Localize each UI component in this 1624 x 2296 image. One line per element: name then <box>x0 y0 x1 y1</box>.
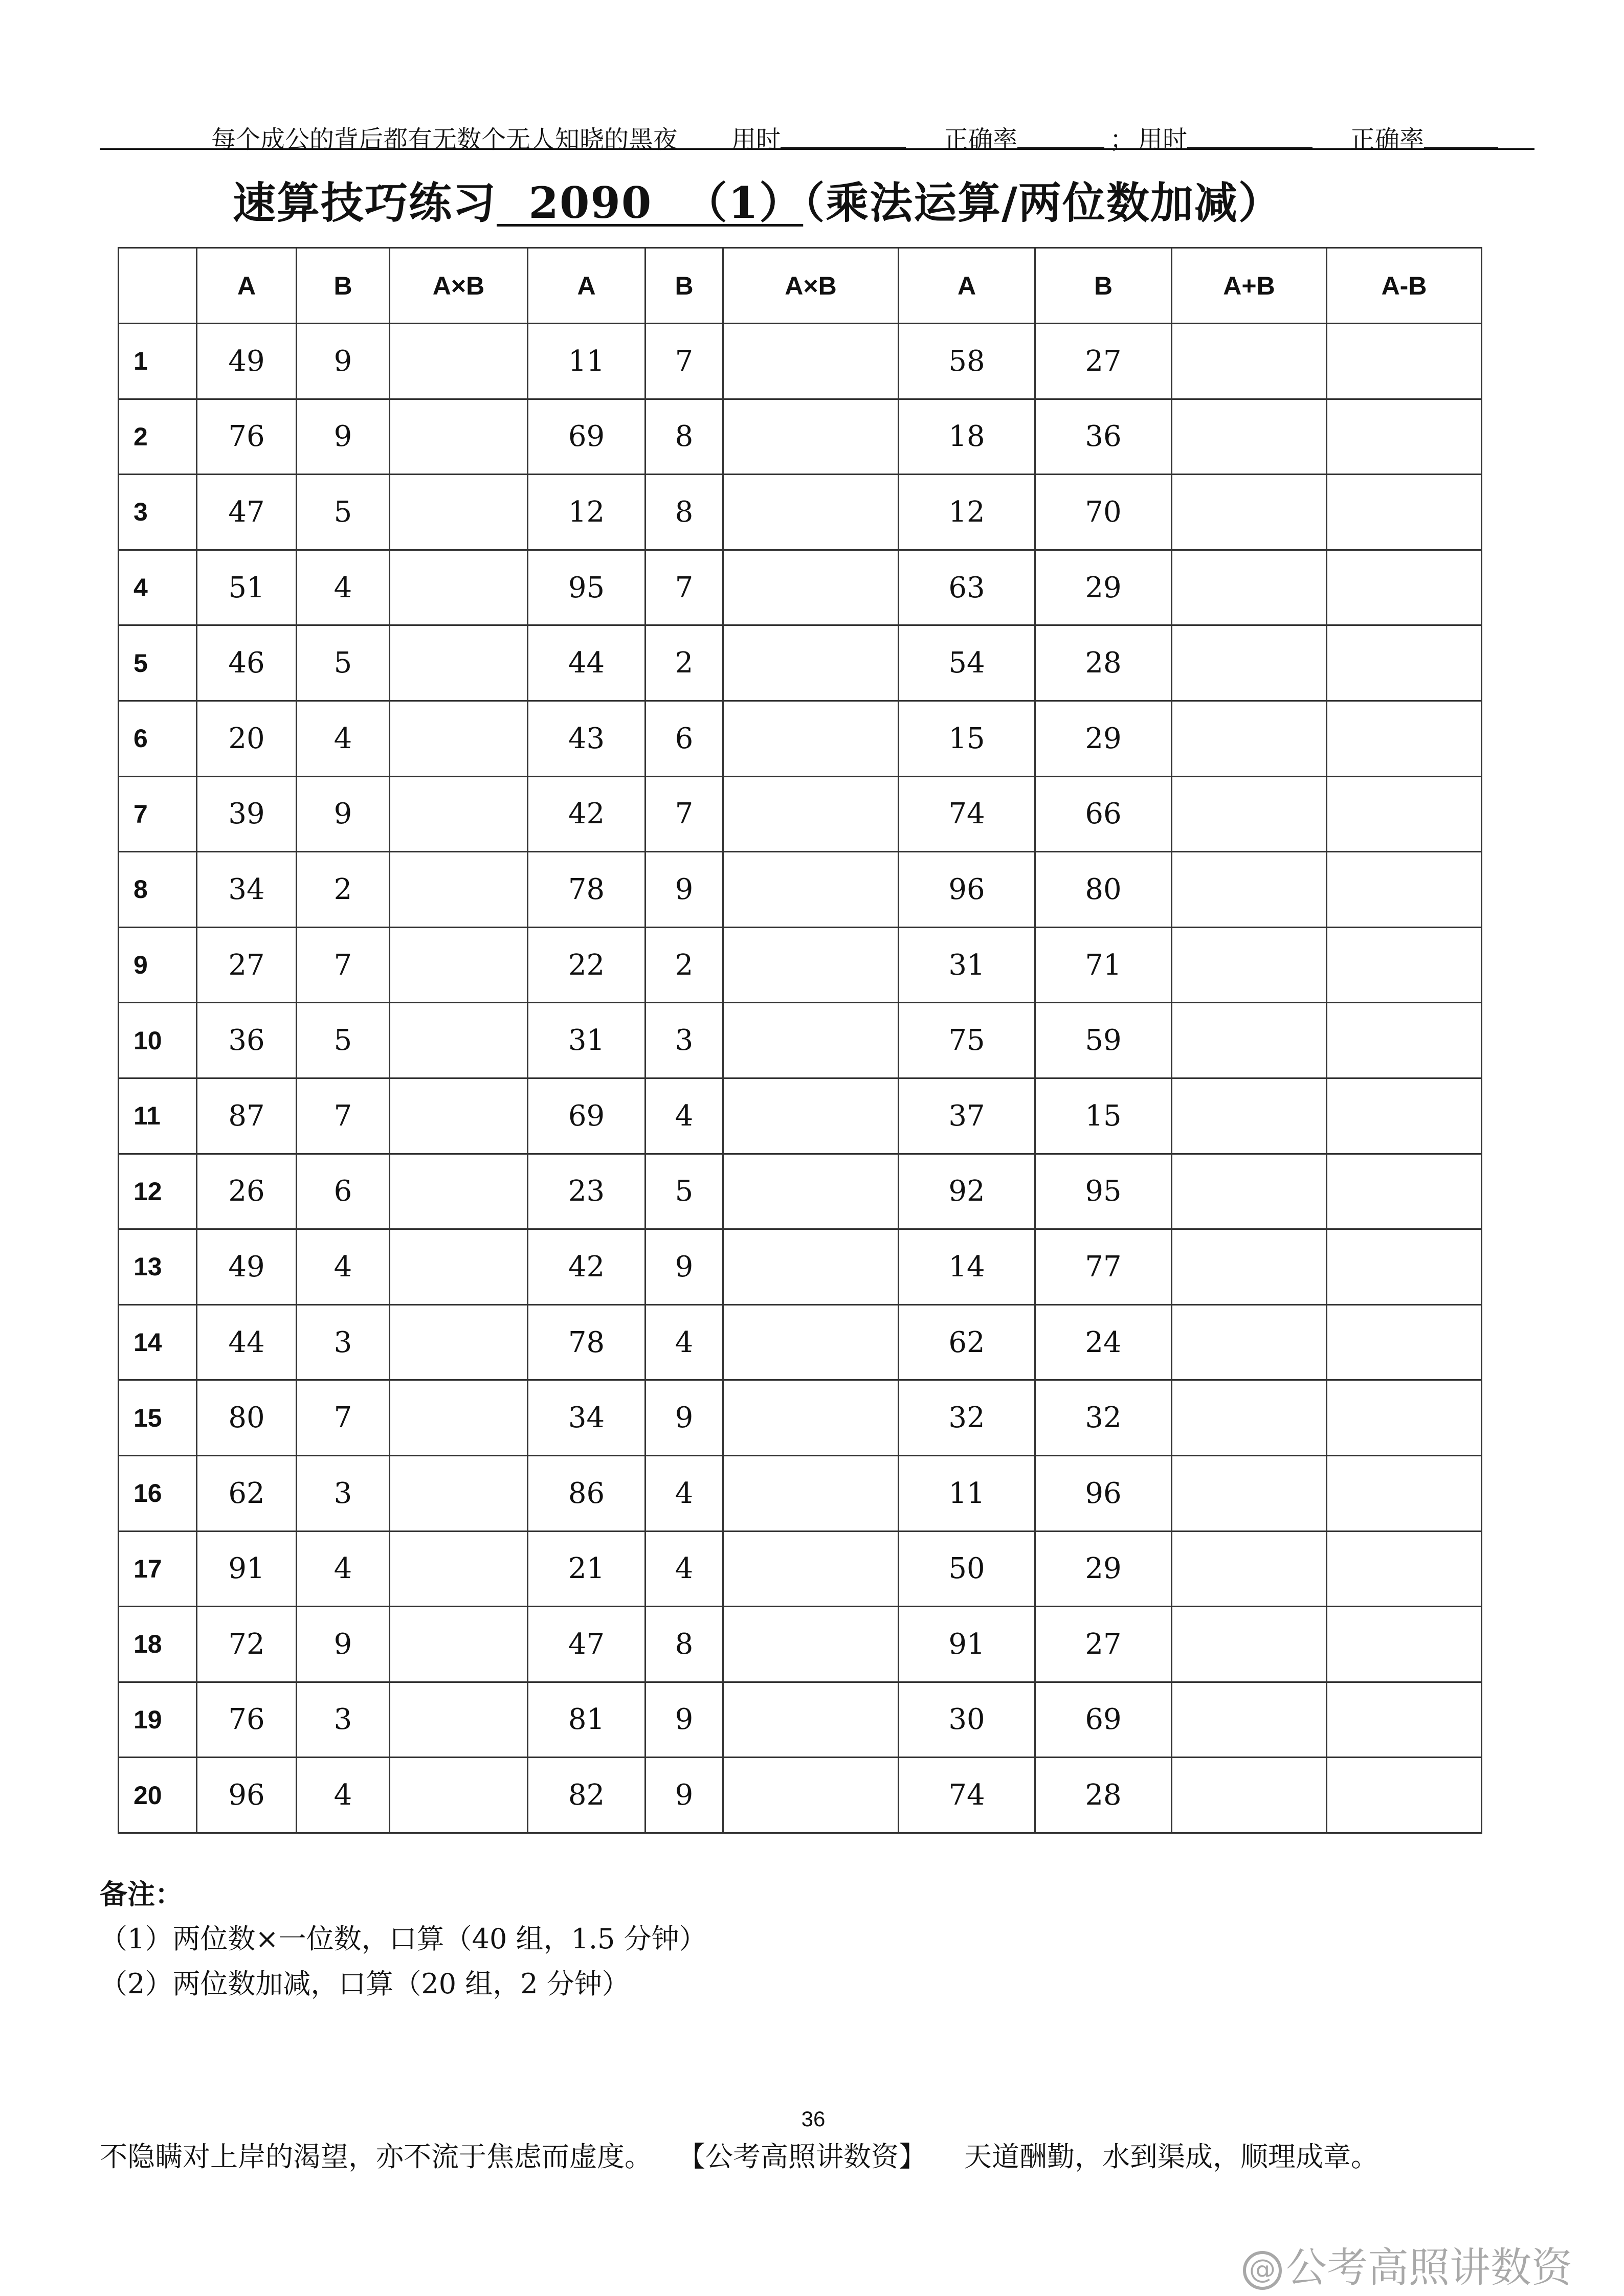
row-index-cell: 8 <box>119 852 197 928</box>
mult2-a-cell: 42 <box>528 776 646 852</box>
mult2-a-cell: 44 <box>528 625 646 701</box>
mult2-a-cell: 69 <box>528 1078 646 1154</box>
mult1-b-cell: 7 <box>297 1078 390 1154</box>
row-index-cell: 12 <box>119 1154 197 1229</box>
sum-answer-cell[interactable] <box>1172 1758 1327 1833</box>
row-index-cell: 20 <box>119 1758 197 1833</box>
accuracy-blank-1[interactable] <box>1017 127 1104 149</box>
addsub-a-cell: 96 <box>899 852 1035 928</box>
mult2-a-cell: 47 <box>528 1607 646 1682</box>
table-row <box>119 1758 1482 1833</box>
difference-answer-cell[interactable] <box>1327 550 1482 625</box>
mult2-answer-cell[interactable] <box>723 324 899 399</box>
mult2-b-cell: 9 <box>646 1758 723 1833</box>
mult1-b-cell: 4 <box>297 1758 390 1833</box>
mult2-a-cell: 86 <box>528 1455 646 1531</box>
header-difference: A-B <box>1327 248 1482 324</box>
mult2-answer-cell[interactable] <box>723 1304 899 1380</box>
mult1-answer-cell[interactable] <box>390 1380 528 1456</box>
addsub-b-cell: 29 <box>1035 701 1172 776</box>
time-blank-1[interactable] <box>781 127 906 149</box>
sum-answer-cell[interactable] <box>1172 1304 1327 1380</box>
table-row <box>119 1531 1482 1607</box>
page-title <box>233 169 1282 231</box>
mult2-answer-cell[interactable] <box>723 1229 899 1305</box>
row-index-cell: 18 <box>119 1607 197 1682</box>
note-line-2: （2）两位数加减，口算（20 组，2 分钟） <box>100 1968 630 2000</box>
addsub-b-cell: 28 <box>1035 1758 1172 1833</box>
mult1-a-cell: 80 <box>197 1380 297 1456</box>
mult2-b-cell: 7 <box>646 776 723 852</box>
difference-answer-cell[interactable] <box>1327 1229 1482 1305</box>
mult2-a-cell: 11 <box>528 324 646 399</box>
mult1-a-cell: 87 <box>197 1078 297 1154</box>
addsub-b-cell: 27 <box>1035 324 1172 399</box>
watermark <box>1243 2235 1572 2293</box>
mult2-a-cell: 42 <box>528 1229 646 1305</box>
row-index-cell: 1 <box>119 324 197 399</box>
sum-answer-cell[interactable] <box>1172 1380 1327 1456</box>
difference-answer-cell[interactable] <box>1327 1455 1482 1531</box>
mult2-b-cell: 4 <box>646 1078 723 1154</box>
header-sum: A+B <box>1172 248 1327 324</box>
mult2-b-cell: 6 <box>646 701 723 776</box>
mult2-a-cell: 34 <box>528 1380 646 1456</box>
row-index-cell: 15 <box>119 1380 197 1456</box>
mult1-b-cell: 4 <box>297 1531 390 1607</box>
mult1-b-cell: 6 <box>297 1154 390 1229</box>
sum-answer-cell[interactable] <box>1172 550 1327 625</box>
difference-answer-cell[interactable] <box>1327 1758 1482 1833</box>
table-row <box>119 1229 1482 1305</box>
table-row <box>119 399 1482 475</box>
addsub-b-cell: 24 <box>1035 1304 1172 1380</box>
difference-answer-cell[interactable] <box>1327 1531 1482 1607</box>
header-a3: A <box>899 248 1035 324</box>
mult1-a-cell: 46 <box>197 625 297 701</box>
mult2-a-cell: 43 <box>528 701 646 776</box>
time-label-2-text: 用时 <box>1138 125 1188 154</box>
mult1-a-cell: 49 <box>197 324 297 399</box>
sum-answer-cell[interactable] <box>1172 1455 1327 1531</box>
header-b3: B <box>1035 248 1172 324</box>
watermark-text: 公考高照讲数资 <box>1286 2244 1572 2291</box>
title-prefix: 速算技巧练习 <box>233 177 497 228</box>
mult1-a-cell: 51 <box>197 550 297 625</box>
row-index-cell: 4 <box>119 550 197 625</box>
mult2-a-cell: 31 <box>528 1003 646 1078</box>
table-row <box>119 324 1482 399</box>
row-index-cell: 17 <box>119 1531 197 1607</box>
mult1-answer-cell[interactable] <box>390 1154 528 1229</box>
mult2-answer-cell[interactable] <box>723 1682 899 1758</box>
difference-answer-cell[interactable] <box>1327 852 1482 928</box>
difference-answer-cell[interactable] <box>1327 475 1482 550</box>
mult1-answer-cell[interactable] <box>390 1682 528 1758</box>
mult1-answer-cell[interactable] <box>390 1607 528 1682</box>
sum-answer-cell[interactable] <box>1172 701 1327 776</box>
addsub-b-cell: 69 <box>1035 1682 1172 1758</box>
difference-answer-cell[interactable] <box>1327 399 1482 475</box>
mult2-answer-cell[interactable] <box>723 776 899 852</box>
header-index <box>119 248 197 324</box>
footer-middle: 【公考高照讲数资】 <box>678 2141 926 2173</box>
accuracy-label-1-text: 正确率 <box>944 125 1018 154</box>
mult1-b-cell: 4 <box>297 550 390 625</box>
table-row <box>119 776 1482 852</box>
mult1-a-cell: 20 <box>197 701 297 776</box>
addsub-b-cell: 71 <box>1035 927 1172 1003</box>
mult2-a-cell: 23 <box>528 1154 646 1229</box>
sum-answer-cell[interactable] <box>1172 399 1327 475</box>
at-icon: @ <box>1243 2251 1282 2290</box>
mult1-answer-cell[interactable] <box>390 776 528 852</box>
mult2-answer-cell[interactable] <box>723 1380 899 1456</box>
table-row <box>119 1607 1482 1682</box>
accuracy-blank-2[interactable] <box>1424 127 1498 149</box>
mult1-a-cell: 76 <box>197 399 297 475</box>
row-index-cell: 16 <box>119 1455 197 1531</box>
mult2-b-cell: 4 <box>646 1455 723 1531</box>
addsub-b-cell: 32 <box>1035 1380 1172 1456</box>
addsub-a-cell: 58 <box>899 324 1035 399</box>
mult2-a-cell: 22 <box>528 927 646 1003</box>
mult2-b-cell: 8 <box>646 475 723 550</box>
mult2-answer-cell[interactable] <box>723 1758 899 1833</box>
sum-answer-cell[interactable] <box>1172 1003 1327 1078</box>
addsub-b-cell: 29 <box>1035 550 1172 625</box>
mult2-answer-cell[interactable] <box>723 1455 899 1531</box>
mult1-b-cell: 3 <box>297 1304 390 1380</box>
table-row <box>119 852 1482 928</box>
row-index-cell: 10 <box>119 1003 197 1078</box>
addsub-b-cell: 29 <box>1035 1531 1172 1607</box>
addsub-b-cell: 77 <box>1035 1229 1172 1305</box>
mult2-b-cell: 8 <box>646 1607 723 1682</box>
mult1-b-cell: 4 <box>297 701 390 776</box>
mult2-b-cell: 7 <box>646 324 723 399</box>
table-body <box>119 324 1482 1833</box>
mult2-a-cell: 69 <box>528 399 646 475</box>
mult1-answer-cell[interactable] <box>390 1531 528 1607</box>
table-row <box>119 701 1482 776</box>
mult1-answer-cell[interactable] <box>390 550 528 625</box>
mult2-b-cell: 4 <box>646 1304 723 1380</box>
mult1-answer-cell[interactable] <box>390 1078 528 1154</box>
difference-answer-cell[interactable] <box>1327 324 1482 399</box>
table-row <box>119 550 1482 625</box>
time-blank-2[interactable] <box>1187 127 1312 149</box>
addsub-b-cell: 27 <box>1035 1607 1172 1682</box>
mult2-b-cell: 4 <box>646 1531 723 1607</box>
difference-answer-cell[interactable] <box>1327 701 1482 776</box>
table-row <box>119 475 1482 550</box>
sum-answer-cell[interactable] <box>1172 1607 1327 1682</box>
footer-left: 不隐瞒对上岸的渴望，亦不流于焦虑而虚度。 <box>100 2141 652 2173</box>
addsub-b-cell: 96 <box>1035 1455 1172 1531</box>
addsub-a-cell: 54 <box>899 625 1035 701</box>
mult1-answer-cell[interactable] <box>390 701 528 776</box>
difference-answer-cell[interactable] <box>1327 1154 1482 1229</box>
difference-answer-cell[interactable] <box>1327 927 1482 1003</box>
mult1-answer-cell[interactable] <box>390 1229 528 1305</box>
header-a2: A <box>528 248 646 324</box>
mult2-answer-cell[interactable] <box>723 399 899 475</box>
footer <box>100 2135 1583 2176</box>
addsub-a-cell: 11 <box>899 1455 1035 1531</box>
table-row <box>119 1455 1482 1531</box>
header-b2: B <box>646 248 723 324</box>
footer-right: 天道酬勤，水到渠成，顺理成章。 <box>964 2141 1378 2173</box>
table-row <box>119 1154 1482 1229</box>
practice-table <box>118 247 1482 1834</box>
addsub-a-cell: 31 <box>899 927 1035 1003</box>
mult2-b-cell: 2 <box>646 927 723 1003</box>
addsub-a-cell: 62 <box>899 1304 1035 1380</box>
addsub-a-cell: 15 <box>899 701 1035 776</box>
table-row <box>119 1682 1482 1758</box>
table-header-row <box>119 248 1482 324</box>
time-label-1-text: 用时 <box>731 125 781 154</box>
addsub-a-cell: 30 <box>899 1682 1035 1758</box>
mult1-b-cell: 3 <box>297 1682 390 1758</box>
addsub-a-cell: 32 <box>899 1380 1035 1456</box>
mult1-b-cell: 2 <box>297 852 390 928</box>
title-code: 2090 （1） <box>497 177 804 228</box>
row-index-cell: 3 <box>119 475 197 550</box>
sum-answer-cell[interactable] <box>1172 927 1327 1003</box>
row-index-cell: 6 <box>119 701 197 776</box>
header-b1: B <box>297 248 390 324</box>
mult1-b-cell: 9 <box>297 324 390 399</box>
table-row <box>119 625 1482 701</box>
mult2-answer-cell[interactable] <box>723 1607 899 1682</box>
mult2-answer-cell[interactable] <box>723 1078 899 1154</box>
addsub-a-cell: 74 <box>899 1758 1035 1833</box>
mult2-a-cell: 95 <box>528 550 646 625</box>
mult1-answer-cell[interactable] <box>390 852 528 928</box>
sum-answer-cell[interactable] <box>1172 852 1327 928</box>
difference-answer-cell[interactable] <box>1327 1003 1482 1078</box>
addsub-a-cell: 75 <box>899 1003 1035 1078</box>
row-index-cell: 14 <box>119 1304 197 1380</box>
mult1-a-cell: 39 <box>197 776 297 852</box>
note-line-1: （1）两位数×一位数，口算（40 组，1.5 分钟） <box>100 1923 707 1955</box>
mult1-answer-cell[interactable] <box>390 399 528 475</box>
row-index-cell: 7 <box>119 776 197 852</box>
mult2-b-cell: 9 <box>646 1229 723 1305</box>
mult1-b-cell: 7 <box>297 927 390 1003</box>
sum-answer-cell[interactable] <box>1172 1078 1327 1154</box>
mult1-a-cell: 27 <box>197 927 297 1003</box>
addsub-b-cell: 80 <box>1035 852 1172 928</box>
mult2-a-cell: 82 <box>528 1758 646 1833</box>
mult2-answer-cell[interactable] <box>723 625 899 701</box>
header-a1: A <box>197 248 297 324</box>
difference-answer-cell[interactable] <box>1327 1682 1482 1758</box>
header-product1: A×B <box>390 248 528 324</box>
mult1-answer-cell[interactable] <box>390 475 528 550</box>
addsub-b-cell: 36 <box>1035 399 1172 475</box>
mult1-a-cell: 49 <box>197 1229 297 1305</box>
addsub-a-cell: 63 <box>899 550 1035 625</box>
sum-answer-cell[interactable] <box>1172 1229 1327 1305</box>
header-separator: ； <box>1110 125 1135 154</box>
mult1-b-cell: 9 <box>297 399 390 475</box>
mult2-a-cell: 78 <box>528 852 646 928</box>
difference-answer-cell[interactable] <box>1327 625 1482 701</box>
title-suffix: （乘法运算/两位数加减） <box>803 177 1282 228</box>
sum-answer-cell[interactable] <box>1172 475 1327 550</box>
sum-answer-cell[interactable] <box>1172 625 1327 701</box>
addsub-a-cell: 14 <box>899 1229 1035 1305</box>
mult2-b-cell: 9 <box>646 1682 723 1758</box>
row-index-cell: 13 <box>119 1229 197 1305</box>
mult1-b-cell: 9 <box>297 776 390 852</box>
mult1-answer-cell[interactable] <box>390 1003 528 1078</box>
mult1-a-cell: 76 <box>197 1682 297 1758</box>
mult2-b-cell: 8 <box>646 399 723 475</box>
header-rule <box>100 148 1534 150</box>
sum-answer-cell[interactable] <box>1172 324 1327 399</box>
sum-answer-cell[interactable] <box>1172 1682 1327 1758</box>
table-row <box>119 1003 1482 1078</box>
mult1-b-cell: 9 <box>297 1607 390 1682</box>
mult2-a-cell: 78 <box>528 1304 646 1380</box>
addsub-b-cell: 15 <box>1035 1078 1172 1154</box>
difference-answer-cell[interactable] <box>1327 1380 1482 1456</box>
mult2-answer-cell[interactable] <box>723 927 899 1003</box>
mult2-answer-cell[interactable] <box>723 701 899 776</box>
mult1-a-cell: 36 <box>197 1003 297 1078</box>
mult2-b-cell: 9 <box>646 1380 723 1456</box>
mult1-answer-cell[interactable] <box>390 1455 528 1531</box>
header-product2: A×B <box>723 248 899 324</box>
addsub-b-cell: 66 <box>1035 776 1172 852</box>
mult2-answer-cell[interactable] <box>723 475 899 550</box>
mult1-a-cell: 47 <box>197 475 297 550</box>
difference-answer-cell[interactable] <box>1327 1304 1482 1380</box>
mult2-answer-cell[interactable] <box>723 550 899 625</box>
row-index-cell: 11 <box>119 1078 197 1154</box>
mult2-b-cell: 2 <box>646 625 723 701</box>
addsub-a-cell: 50 <box>899 1531 1035 1607</box>
mult2-a-cell: 21 <box>528 1531 646 1607</box>
mult1-answer-cell[interactable] <box>390 1758 528 1833</box>
mult1-b-cell: 7 <box>297 1380 390 1456</box>
mult2-a-cell: 12 <box>528 475 646 550</box>
addsub-b-cell: 28 <box>1035 625 1172 701</box>
accuracy-label-2-text: 正确率 <box>1350 125 1425 154</box>
mult2-a-cell: 81 <box>528 1682 646 1758</box>
mult1-b-cell: 3 <box>297 1455 390 1531</box>
notes-heading: 备注： <box>100 1878 183 1910</box>
mult1-b-cell: 5 <box>297 1003 390 1078</box>
table-row <box>119 1304 1482 1380</box>
table-row <box>119 1078 1482 1154</box>
mult1-a-cell: 96 <box>197 1758 297 1833</box>
mult1-b-cell: 5 <box>297 475 390 550</box>
addsub-b-cell: 59 <box>1035 1003 1172 1078</box>
mult1-b-cell: 5 <box>297 625 390 701</box>
mult2-b-cell: 3 <box>646 1003 723 1078</box>
sum-answer-cell[interactable] <box>1172 776 1327 852</box>
mult2-b-cell: 9 <box>646 852 723 928</box>
header-motto: 每个成公的背后都有无数个无人知晓的黑夜 <box>211 125 678 154</box>
addsub-a-cell: 92 <box>899 1154 1035 1229</box>
mult2-answer-cell[interactable] <box>723 852 899 928</box>
addsub-a-cell: 74 <box>899 776 1035 852</box>
mult1-a-cell: 91 <box>197 1531 297 1607</box>
row-index-cell: 9 <box>119 927 197 1003</box>
notes <box>100 1872 707 2007</box>
mult1-answer-cell[interactable] <box>390 927 528 1003</box>
table-row <box>119 1380 1482 1456</box>
header-line <box>100 112 1534 153</box>
mult1-a-cell: 62 <box>197 1455 297 1531</box>
addsub-b-cell: 95 <box>1035 1154 1172 1229</box>
mult2-answer-cell[interactable] <box>723 1531 899 1607</box>
page-number: 36 <box>801 2107 826 2131</box>
table-row <box>119 927 1482 1003</box>
mult2-b-cell: 5 <box>646 1154 723 1229</box>
mult1-a-cell: 72 <box>197 1607 297 1682</box>
difference-answer-cell[interactable] <box>1327 1607 1482 1682</box>
row-index-cell: 19 <box>119 1682 197 1758</box>
difference-answer-cell[interactable] <box>1327 776 1482 852</box>
mult2-b-cell: 7 <box>646 550 723 625</box>
mult2-answer-cell[interactable] <box>723 1154 899 1229</box>
difference-answer-cell[interactable] <box>1327 1078 1482 1154</box>
addsub-a-cell: 18 <box>899 399 1035 475</box>
addsub-b-cell: 70 <box>1035 475 1172 550</box>
mult1-answer-cell[interactable] <box>390 1304 528 1380</box>
addsub-a-cell: 37 <box>899 1078 1035 1154</box>
mult1-a-cell: 44 <box>197 1304 297 1380</box>
sum-answer-cell[interactable] <box>1172 1531 1327 1607</box>
row-index-cell: 5 <box>119 625 197 701</box>
mult1-answer-cell[interactable] <box>390 324 528 399</box>
sum-answer-cell[interactable] <box>1172 1154 1327 1229</box>
mult1-b-cell: 4 <box>297 1229 390 1305</box>
mult1-a-cell: 26 <box>197 1154 297 1229</box>
mult1-answer-cell[interactable] <box>390 625 528 701</box>
addsub-a-cell: 91 <box>899 1607 1035 1682</box>
addsub-a-cell: 12 <box>899 475 1035 550</box>
mult1-a-cell: 34 <box>197 852 297 928</box>
row-index-cell: 2 <box>119 399 197 475</box>
mult2-answer-cell[interactable] <box>723 1003 899 1078</box>
